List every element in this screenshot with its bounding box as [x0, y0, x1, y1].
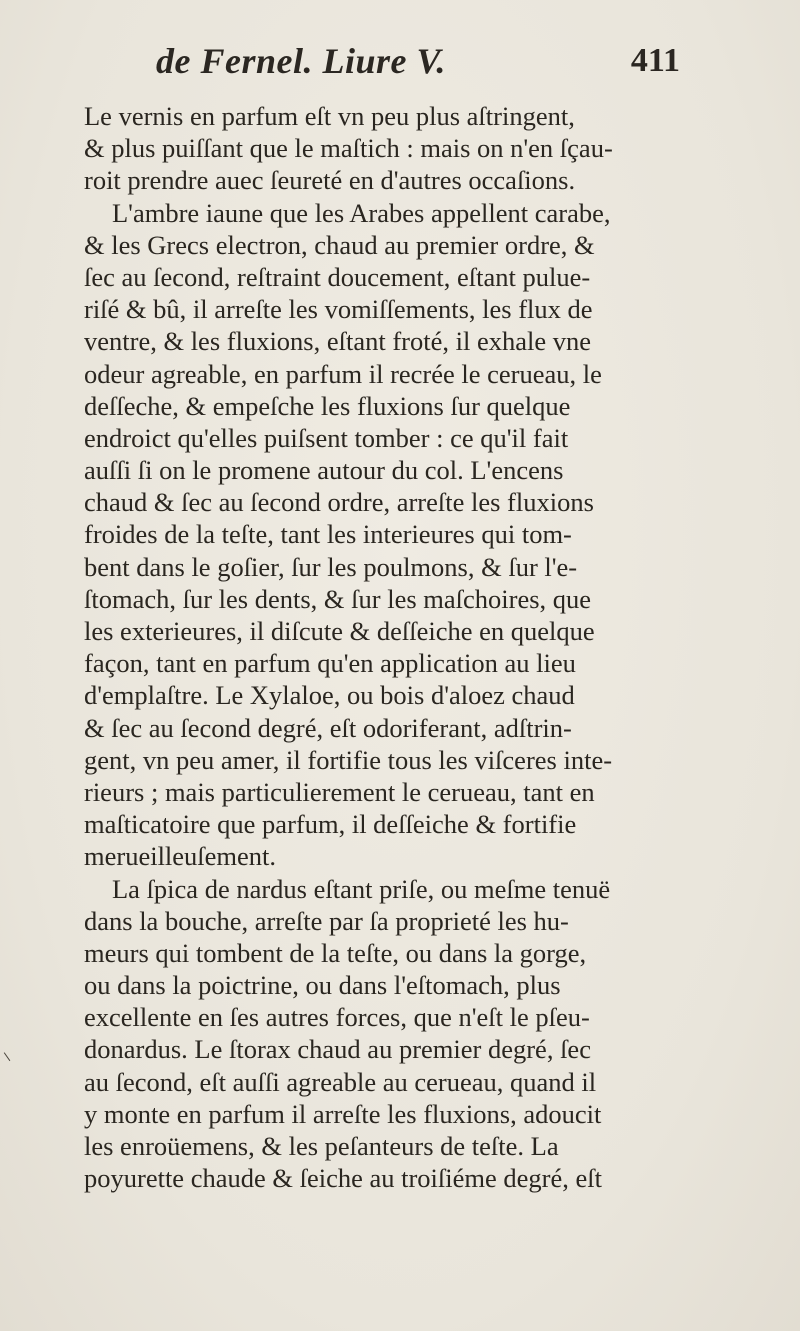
page-number: 411: [630, 42, 680, 79]
text-line: d'emplaſtre. Le Xylaloe, ou bois d'aloez chaud: [84, 680, 575, 711]
text-line: odeur agreable, en parfum il recrée le cerueau, le: [84, 358, 602, 389]
margin-mark: [4, 1049, 15, 1061]
text-line: au ſecond, eſt auſſi agreable au cerueau, quand il: [84, 1066, 597, 1097]
text-line: excellente en ſes autres forces, que n'eſt le pſeu-: [84, 1002, 590, 1033]
text-line: riſé & bû, il arreſte les vomiſſements, les flux de: [84, 294, 593, 325]
text-line: donardus. Le ſtorax chaud au premier degré, ſec: [84, 1034, 591, 1065]
text-line: merueilleuſement.: [84, 841, 277, 872]
text-line: roit prendre auec ſeureté en d'autres occaſions.: [84, 165, 576, 196]
text-line: dans la bouche, arreſte par ſa proprieté les hu-: [84, 905, 569, 936]
text-line: meurs qui tombent de la teſte, ou dans la gorge,: [84, 937, 587, 968]
text-line: L'ambre iaune que les Arabes appellent carabe,: [112, 197, 611, 228]
text-line: deſſeche, & empeſche les fluxions ſur quelque: [84, 390, 571, 421]
text-line: Le vernis en parfum eſt vn peu plus aſtringent,: [84, 101, 575, 131]
text-line: maſticatoire que parfum, il deſſeiche & fortifie: [84, 809, 577, 840]
text-line: bent dans le goſier, ſur les poulmons, & ſur l'e-: [84, 551, 578, 582]
text-line: les enroüemens, & les peſanteurs de teſte. La: [84, 1131, 559, 1161]
text-line: ſec au ſecond, reſtraint doucement, eſtant pulue-: [84, 261, 591, 292]
text-line: froides de la teſte, tant les interieures qui tom-: [84, 519, 572, 550]
text-line: ou dans la poictrine, ou dans l'eſtomach, plus: [84, 970, 561, 1001]
text-line: façon, tant en parfum qu'en application au lieu: [84, 648, 576, 679]
text-line: les exterieures, il diſcute & deſſeiche en quelque: [84, 616, 595, 646]
text-line: chaud & ſec au ſecond ordre, arreſte les fluxions: [84, 487, 594, 518]
text-line: rieurs ; mais particulierement le cerueau, tant en: [84, 776, 595, 807]
running-header: [150, 40, 680, 90]
text-line: y monte en parfum il arreſte les fluxions, adoucit: [84, 1098, 602, 1129]
text-line: ventre, & les fluxions, eſtant froté, il exhale vne: [84, 326, 592, 357]
text-line: & ſec au ſecond degré, eſt odoriferant, adſtrin-: [84, 712, 572, 743]
running-title: de Fernel. Liure V.: [156, 41, 446, 81]
text-line: La ſpica de nardus eſtant priſe, ou meſme tenuë: [112, 873, 611, 904]
text-line: poyurette chaude & ſeiche au troiſiéme degré, eſt: [84, 1163, 602, 1194]
text-line: & plus puiſſant que le maſtich : mais on n'en ſçau-: [84, 133, 613, 164]
body-text: [84, 100, 680, 1194]
text-line: gent, vn peu amer, il fortifie tous les viſceres inte-: [84, 744, 613, 775]
text-line: ſtomach, ſur les dents, & ſur les maſchoires, que: [84, 583, 592, 614]
text-line: endroict qu'elles puiſsent tomber : ce qu'il fait: [84, 422, 569, 453]
text-line: & les Grecs electron, chaud au premier ordre, &: [84, 229, 595, 260]
text-line: auſſi ſi on le promene autour du col. L'encens: [84, 455, 564, 486]
